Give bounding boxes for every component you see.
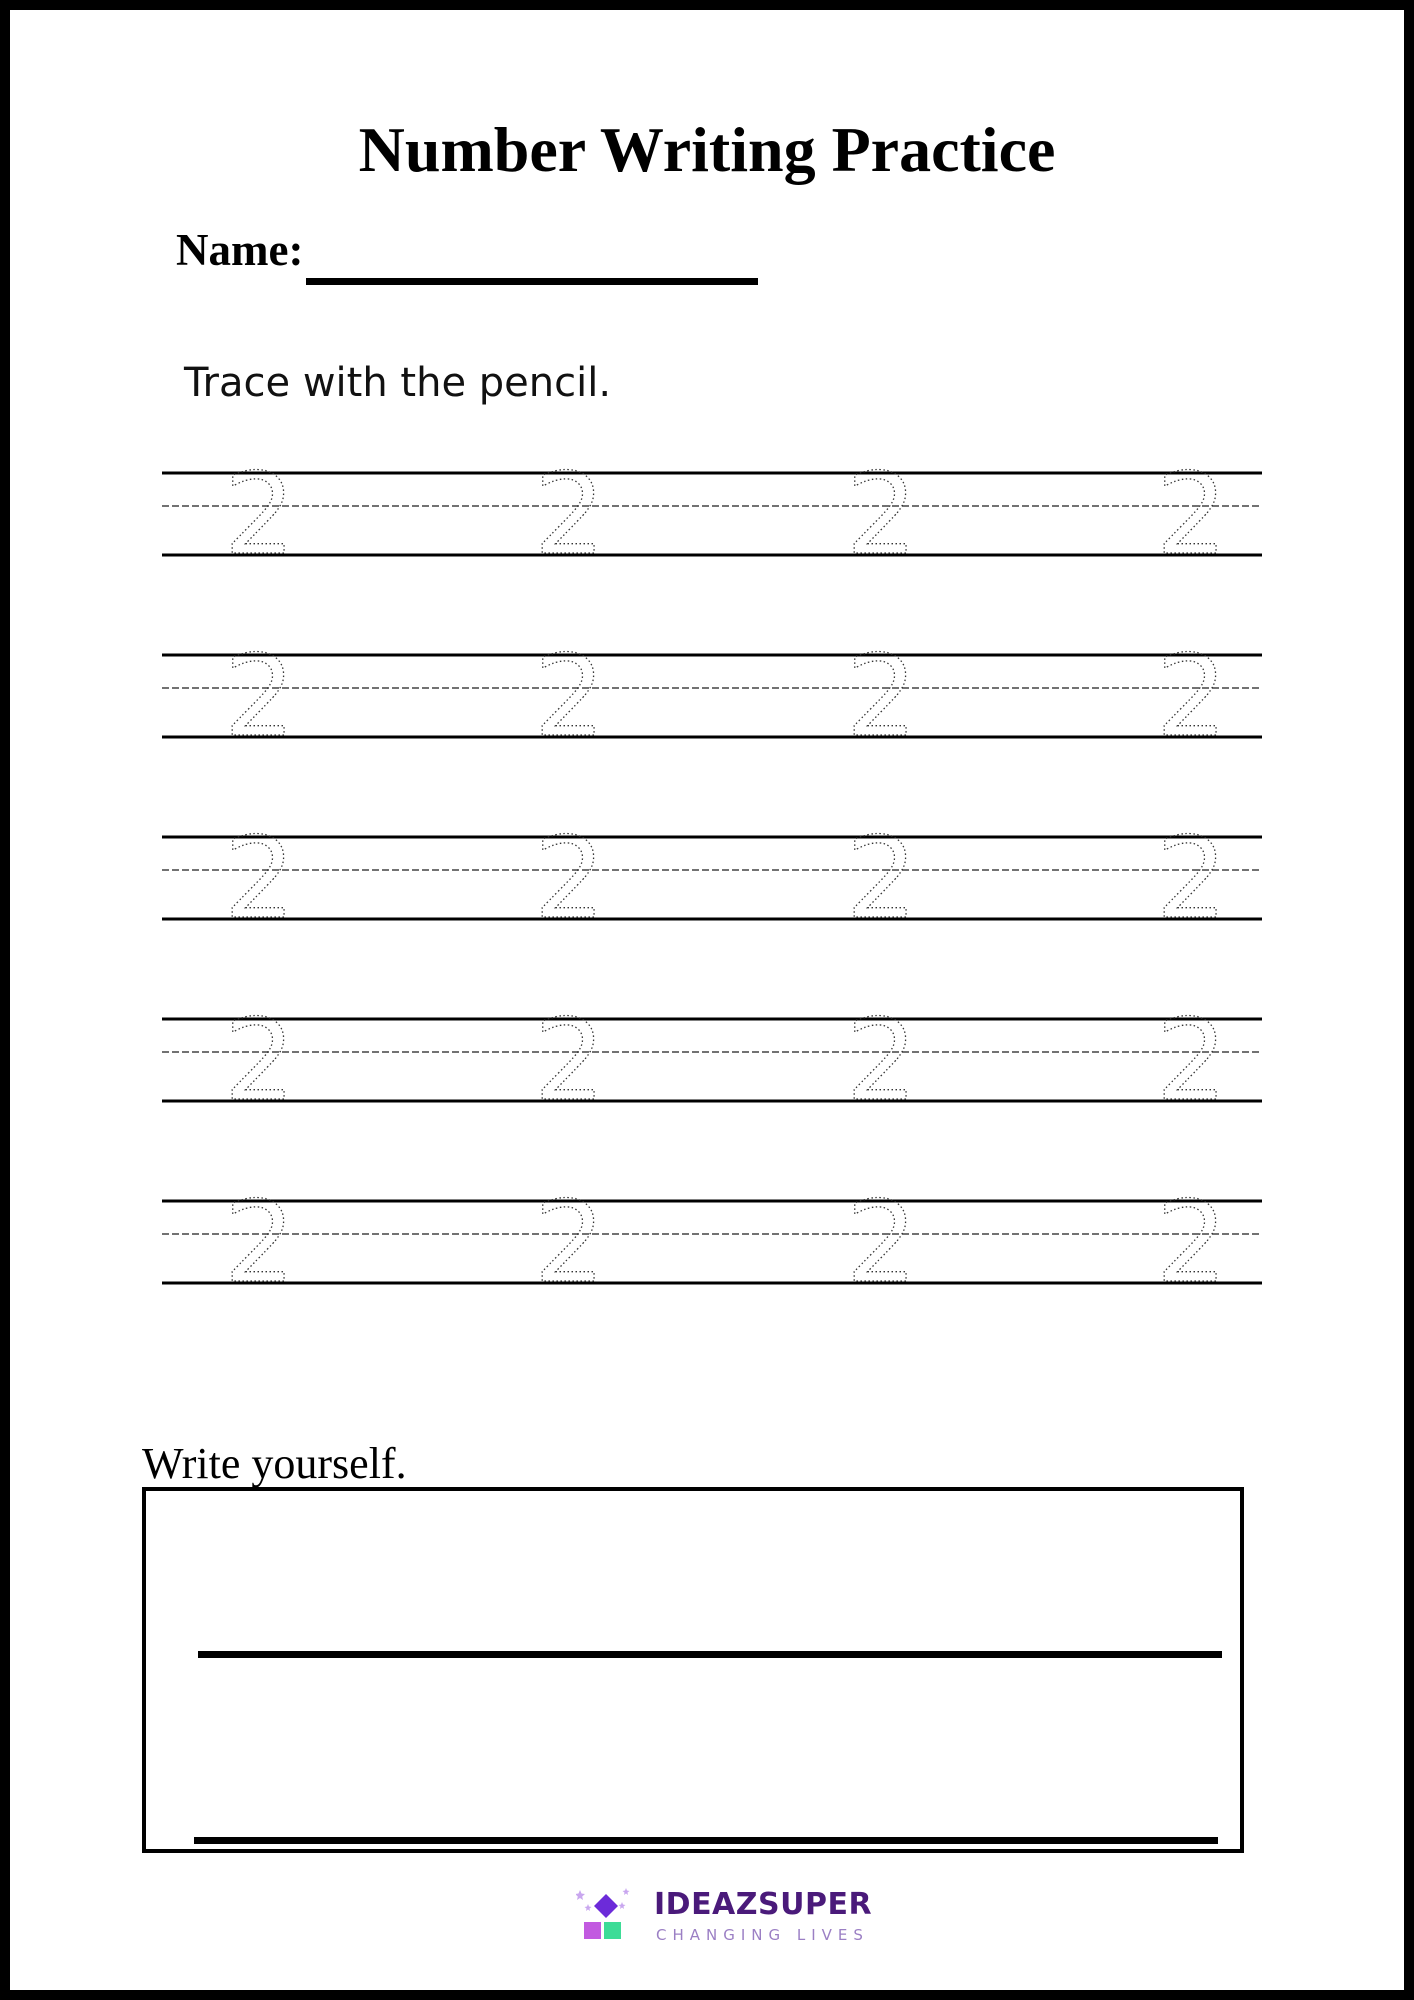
trace-row xyxy=(162,632,1262,762)
name-label: Name: xyxy=(176,225,304,275)
trace-instruction: Trace with the pencil. xyxy=(184,360,612,406)
brand-tagline: CHANGING LIVES xyxy=(656,1926,869,1944)
trace-row xyxy=(162,450,1262,580)
trace-digit: 2 xyxy=(224,1178,296,1308)
write-instruction: Write yourself. xyxy=(142,1439,407,1488)
trace-digit: 2 xyxy=(846,814,918,944)
brand-name: IDEAZSUPER xyxy=(654,1887,873,1922)
trace-digit: 2 xyxy=(534,996,606,1126)
trace-digit: 2 xyxy=(534,814,606,944)
trace-digit: 2 xyxy=(534,1178,606,1308)
trace-digit: 2 xyxy=(224,632,296,762)
page-title: Number Writing Practice xyxy=(358,114,1056,185)
trace-row xyxy=(162,814,1262,944)
trace-digit: 2 xyxy=(224,996,296,1126)
brand-logo xyxy=(576,1886,906,1950)
trace-digit: 2 xyxy=(224,450,296,580)
trace-digit: 2 xyxy=(1156,814,1228,944)
trace-digit: 2 xyxy=(224,814,296,944)
write-line[interactable] xyxy=(194,1837,1218,1844)
trace-digit: 2 xyxy=(1156,632,1228,762)
write-box xyxy=(142,1487,1244,1853)
trace-row xyxy=(162,1178,1262,1308)
write-line[interactable] xyxy=(198,1651,1222,1658)
trace-digit: 2 xyxy=(846,450,918,580)
brand-logo-icon xyxy=(576,1886,636,1946)
trace-digit: 2 xyxy=(846,996,918,1126)
trace-digit: 2 xyxy=(1156,450,1228,580)
trace-digit: 2 xyxy=(846,632,918,762)
trace-digit: 2 xyxy=(1156,996,1228,1126)
trace-digit: 2 xyxy=(534,450,606,580)
worksheet-page xyxy=(10,10,1404,1990)
name-input-line[interactable] xyxy=(306,278,758,285)
trace-digit: 2 xyxy=(1156,1178,1228,1308)
trace-digit: 2 xyxy=(534,632,606,762)
trace-digit: 2 xyxy=(846,1178,918,1308)
trace-row xyxy=(162,996,1262,1126)
